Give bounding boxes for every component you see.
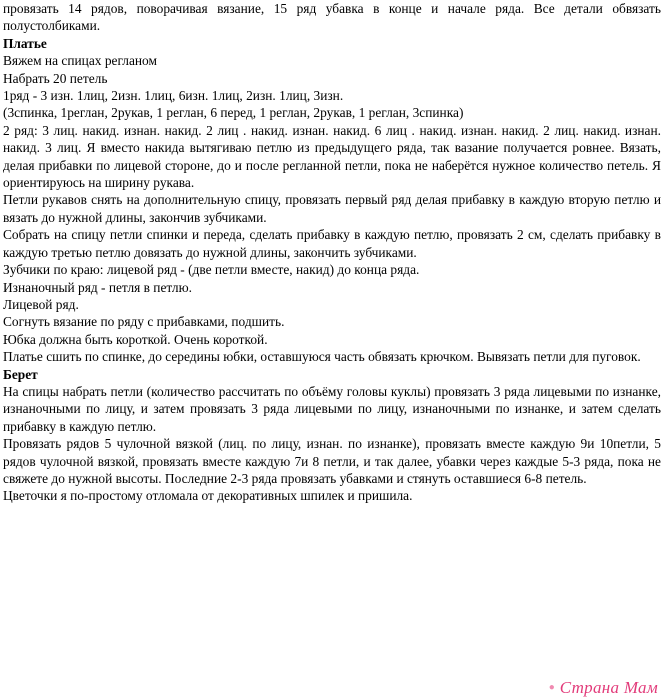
paragraph-knit-row: Лицевой ряд. <box>3 296 79 312</box>
paragraph-cast-on: Набрать 20 петель <box>3 70 108 86</box>
paragraph-row-2: 2 ряд: 3 лиц. накид. изнан. накид. 2 лиц . накид. изнан. накид. 6 лиц . накид. изнан. накид. 2 лиц. накид. изнан. накид. 3 лиц. Я вместо накида вытягиваю петлю из предыдущего ряда, так вазание получается ровнее. Вязать, делая прибавки по лицевой стороне, до и после регланной петли, пока не наберётся нужное количество петель. Я ориентируюсь на ширину рукава. <box>3 122 661 191</box>
paragraph-skirt: Юбка должна быть короткой. Очень короткой. <box>3 331 268 347</box>
watermark-text: Страна Мам <box>559 677 658 697</box>
paragraph-flowers: Цветочки я по-простому отломала от декоративных шпилек и пришила. <box>3 488 413 504</box>
paragraph-beret-decreases: Провязать рядов 5 чулочной вязкой (лиц. по лицу, изнан. по изнанке), провязать вместе каждую 9и 10петли, 5 рядов чулочной вязкой, провязать вместе каждую 7и 8 петли, и так далее, убавки через каждые 5-3 ряда, пока не свяжете до нужной высоты. Последние 2-3 ряда провязать убавками и стянуть оставшиеся 6-8 петель. <box>3 436 661 486</box>
paragraph-raglan: Вяжем на спицах регланом <box>3 53 157 69</box>
heading-dress: Платье <box>3 35 47 51</box>
heading-beret: Берет <box>3 366 38 382</box>
paragraph-assembly: Платье сшить по спинке, до середины юбки, оставшуюся часть обвязать крючком. Вывязать петли для пуговок. <box>3 349 641 365</box>
watermark-logo <box>549 679 658 696</box>
paragraph-body: Собрать на спицу петли спинки и переда, сделать прибавку в каждую петлю, провязать 2 см, сделать прибавку в каждую третью петлю довязать до нужной длины, закончить зубчиками. <box>3 227 661 260</box>
paragraph-purl-row: Изнаночный ряд - петля в петлю. <box>3 279 192 295</box>
document-body <box>3 0 661 505</box>
paragraph-row-1-legend: (3спинка, 1реглан, 2рукав, 1 реглан, 6 перед, 1 реглан, 2рукав, 1 реглан, 3спинка) <box>3 105 464 121</box>
paragraph-fold-hem: Согнуть вязание по ряду с прибавками, подшить. <box>3 314 285 330</box>
paragraph-picot-edge: Зубчики по краю: лицевой ряд - (две петли вместе, накид) до конца ряда. <box>3 262 420 278</box>
paragraph-continuation: провязать 14 рядов, поворачивая вязание, 15 ряд убавка в конце и начале ряда. Все детали обвязать полустолбиками. <box>3 1 661 34</box>
paragraph-beret-start: На спицы набрать петли (количество рассчитать по объёму головы куклы) провязать 3 ряда лицевыми по изнанке, изнаночными по лицу, и затем провязать 3 ряда лицевыми по лицу, изнаночными по изнанке, и затем сделать прибавку в каждую петлю. <box>3 383 661 434</box>
paragraph-row-1: 1ряд - 3 изн. 1лиц, 2изн. 1лиц, 6изн. 1лиц, 2изн. 1лиц, 3изн. <box>3 88 344 104</box>
dot-icon: ● <box>548 681 556 693</box>
paragraph-sleeves: Петли рукавов снять на дополнительную спицу, провязать первый ряд делая прибавку в каждую вторую петлю и вязать до нужной длины, закончив зубчиками. <box>3 192 661 225</box>
